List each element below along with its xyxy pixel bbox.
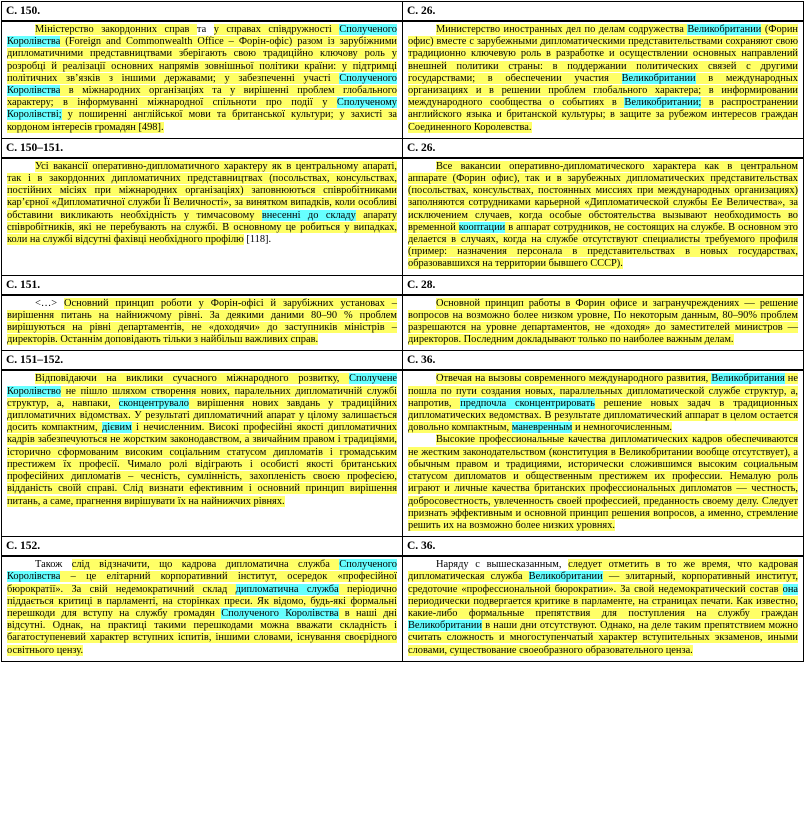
changed-term: Великобритании xyxy=(621,72,696,84)
passage-paragraph xyxy=(7,373,397,507)
right-ref-cell xyxy=(403,537,804,557)
matched-text: — элитарный, корпоративный институт, средоточие «профессиональной бюрократии». За свой недемократический состав xyxy=(408,571,798,595)
right-text-cell xyxy=(403,295,804,351)
passage-paragraph xyxy=(408,161,798,271)
changed-term: Великобритании xyxy=(528,571,603,583)
plain-text: Наряду с вышесказанным, xyxy=(436,559,569,571)
right-text-cell xyxy=(403,22,804,139)
right-text-cell xyxy=(403,158,804,275)
page-reference: С. 150–151. xyxy=(2,139,402,158)
page-reference: С. 26. xyxy=(403,139,803,158)
changed-term: предпочла сконцентрировать xyxy=(460,397,595,409)
changed-term: кооптации xyxy=(458,221,506,233)
ukrainian-passage xyxy=(2,296,402,351)
matched-text: Высокие профессиональные качества дипломатических кадров обеспечиваются не жестким законодательством (конституция в Великобритании вообще отсутствует), а обычным правом и традициями, исторически сложившимся высоким социальным статусом дипломатов и общественным престижем их профессии. Немалую роль играют и личные качества британских профессиональных дипломатов — честность, добросовестность, увлеченность своей профессией, преданность своему делу. Следует признать эффективным и основной принцип решения вопросов, а именно, стремление решить их на возможно более низких уровнях. xyxy=(408,434,798,531)
left-text-cell xyxy=(2,371,403,537)
plain-text: <…> xyxy=(35,297,65,309)
changed-term: Великобритании xyxy=(408,620,483,632)
table-row xyxy=(2,275,804,295)
matched-text: периодически подвергается критике в парламенте, на страницах печати. Как известно, какие-либо формальные препятствия для поступления на службу граждан xyxy=(408,595,798,619)
left-ref-cell xyxy=(2,2,403,22)
left-ref-cell xyxy=(2,351,403,371)
plain-text: Також xyxy=(35,559,72,571)
russian-passage xyxy=(403,22,803,138)
passage-paragraph xyxy=(7,298,397,347)
matched-text: у справах співдружності xyxy=(213,24,340,35)
matched-text: в распространении английского языка и британской культуры; в защите за рубежом интересов граждан Соединенного Королевства. xyxy=(408,97,799,133)
changed-term: Сполученого Королівства xyxy=(221,607,339,619)
left-ref-cell xyxy=(2,275,403,295)
page-reference: С. 36. xyxy=(403,537,803,556)
left-text-cell xyxy=(2,295,403,351)
matched-text: решение новых задач в традиционных дипломатических ведомствах. В результате дипломатический аппарат в целом остается довольно компактным, xyxy=(408,397,799,434)
left-ref-cell xyxy=(2,537,403,557)
right-ref-cell xyxy=(403,275,804,295)
matched-text: Відповідаючи на виклики сучасного міжнародного розвитку, xyxy=(35,373,350,385)
right-text-cell xyxy=(403,557,804,662)
matched-text: слід відзначити, що кадрова дипломатична служба xyxy=(71,559,340,571)
passage-paragraph xyxy=(7,161,397,246)
changed-term: Сполучене Королівство xyxy=(7,373,397,397)
matched-text: в наши дни отсутствуют. Однако, на деле таким препятствием можно считать сложность и многоступенчатый характер вступительных экзаменов, иными словами, существование своеобразного образовательного ценза. xyxy=(408,620,798,656)
matched-text: вирішення нових завдань у традиційних дипломатичних відомствах. У результаті дипломатичний апарат у цілому залишається досить компактним, xyxy=(7,397,398,434)
left-text-cell xyxy=(2,158,403,275)
matched-text: Отвечая на вызовы современного международного развития, xyxy=(436,373,712,385)
ukrainian-passage xyxy=(2,22,402,138)
changed-term: Сполученого Королівства xyxy=(7,24,397,48)
matched-text: – це елітарний корпоративний інститут, осередок «професійної бюрократії». За свій недемократичний склад xyxy=(7,571,397,595)
matched-text: у поширенні англійської мови та британської культури; у захисті за кордоном інтересів громадян [498]. xyxy=(7,109,397,133)
comparison-table-body xyxy=(2,2,804,662)
table-row xyxy=(2,295,804,351)
passage-paragraph xyxy=(7,24,397,134)
passage-paragraph xyxy=(408,298,798,347)
matched-text: в международных организациях и в решении проблем глобального характера; в информировании международного сообщества о событиях в xyxy=(408,72,798,109)
plain-text: [118]. xyxy=(243,234,272,246)
matched-text: следует отметить в то же время, что кадровая дипломатическая служба xyxy=(408,559,798,583)
page-reference: С. 26. xyxy=(403,2,803,21)
passage-paragraph xyxy=(408,434,798,532)
matched-text: (Форин офис) вместе с зарубежными дипломатическими представительствами сохраняют свою традиционно ключевую роль в разработке и осуществлении основных направлений внешней политики страны: в поддержании политических связей с другими государствами; в обеспечении участия xyxy=(408,24,798,84)
changed-term: маневренным xyxy=(511,422,573,434)
right-ref-cell xyxy=(403,2,804,22)
russian-passage xyxy=(403,296,803,351)
matched-text: періодично піддається критиці в парламенті, на сторінках преси. Як відомо, будь-які формальні перешкоди для вступу на службу громадян xyxy=(7,583,397,619)
page-reference: С. 28. xyxy=(403,276,803,295)
changed-term: Сполученому Королівстві; xyxy=(7,97,397,121)
passage-paragraph xyxy=(7,559,397,657)
page-reference: С. 151–152. xyxy=(2,351,402,370)
matched-text: апарату співробітників, які не перебувають на службі. В основному це робиться у випадках, коли на службі відсутні фахівці необхідного профілю xyxy=(7,209,397,246)
matched-text: Основной принцип работы в Форин офисе и загранучреждениях — решение вопросов на возможно более низком уровне, По некоторым данным, 80–90% проблем разрешаются на уровне департаментов, не «доходя» до заместителей министров — директоров. Последним докладывают только по наиболее важным делам. xyxy=(408,297,798,346)
matched-text: не пошла по пути создания новых, параллельных дипломатической службе структур, а, напротив, xyxy=(408,373,798,409)
matched-text: не пішло шляхом створення нових, паралельних дипломатичній службі структур, а, навпаки, xyxy=(7,385,397,409)
matched-text: в наші дні відсутні. Однак, на практиці такими перешкодами можна вважати складність і багатоступеневий характер вступних іспитів, іншими словами, існування своєрідного освітнього цензу. xyxy=(7,607,397,656)
changed-term: внесенні до складу xyxy=(261,209,356,221)
changed-term: Сполученого Королівства xyxy=(7,72,397,97)
changed-term: Великобритания xyxy=(711,373,785,385)
ukrainian-passage xyxy=(2,159,402,250)
plain-text: та xyxy=(196,24,214,35)
russian-passage xyxy=(403,159,803,275)
changed-term: Великобритании; xyxy=(624,97,702,109)
table-row xyxy=(2,557,804,662)
ukrainian-passage xyxy=(2,371,402,511)
table-row xyxy=(2,351,804,371)
page-reference: С. 151. xyxy=(2,276,402,295)
matched-text: в аппарат сотрудников, не состоящих на службе. В основном это делается в случаях, когда на службе отсутствуют специалисты требуемого профиля (пример: назначения персонала в представительствах в новых государствах, образовавшихся на территории бывшего СССР). xyxy=(408,221,798,270)
page-reference: С. 152. xyxy=(2,537,402,556)
russian-passage xyxy=(403,371,803,536)
table-row xyxy=(2,2,804,22)
table-row xyxy=(2,158,804,275)
table-row xyxy=(2,371,804,537)
matched-text: (Foreign and Commonwealth Office – Форін-офіс) разом із зарубіжними дипломатичними представництвами зберігають свою традиційно ключову роль у розробці й реалізації основних напрямів зовнішньої політики країни: у підтримці політичних зв’язків з іншими державами; у забезпеченні участі xyxy=(7,36,397,84)
left-text-cell xyxy=(2,22,403,139)
matched-text: так и в зарубежных дипломатических представительствах (посольствах, консульствах, постоянных миссиях при международных организациях) заполняются сотрудниками карьерной «Дипломатической службы Ее Величества», за исключением случаев, когда особые обстоятельства вызывают необходимость во временной xyxy=(408,173,799,233)
right-ref-cell xyxy=(403,351,804,371)
matched-text: Министерство иностранных дел по делам содружества xyxy=(436,24,688,35)
page-reference: С. 36. xyxy=(403,351,803,370)
ukrainian-passage xyxy=(2,557,402,661)
right-text-cell xyxy=(403,371,804,537)
matched-text: Усі вакансії оперативно-дипломатичного характеру як в центральному апараті, так і в закордонних дипломатичних представництвах (посольствах, консульствах, постійних місіях при міжнародних організаціях) заповнюються співробітниками кар’єрної «Дипломатичної служби Її Величності», за винятком випадків, коли особливі обставини викликають необхідність у тимчасовому xyxy=(7,160,397,221)
passage-paragraph xyxy=(408,24,798,134)
table-row xyxy=(2,138,804,158)
changed-term: сконцентрувало xyxy=(118,397,189,409)
changed-term: дієвим xyxy=(101,422,132,434)
changed-term: Сполученого Королівства xyxy=(7,559,397,583)
matched-text: і нечисленним. Високі професійні якості дипломатичних кадрів забезпечуються не жорстким законодавством, а звичайним правом і традиціями, історично сформованим високим соціальним статусом дипломатів і громадським престижем їх професії. Чимало ролі відіграють і особисті якості британських професійних дипломатів – чесність, сумлінність, захопленість своєю професією, відданість своїй справі. Слід визнати ефективним і основний принцип вирішення питань, а саме, прагнення вирішувати їх на найнижчих рівнях. xyxy=(7,422,397,507)
matched-text: Міністерство закордонних справ xyxy=(35,24,197,35)
right-ref-cell xyxy=(403,138,804,158)
matched-text: и немногочисленным. xyxy=(572,422,673,434)
changed-term: Великобритании xyxy=(687,24,762,35)
table-row xyxy=(2,22,804,139)
table-row xyxy=(2,537,804,557)
russian-passage xyxy=(403,557,803,661)
passage-paragraph xyxy=(408,373,798,434)
matched-text: Основний принцип роботи у Форін-офісі й зарубіжних установах – вирішення питань на найнижчому рівні. За деякими даними 80–90 % проблем вирішуються на рівні департаментів, не «доходячи» до заступників міністрів – директорів. Останнім доповідають тільки з найбільш важливих справ. xyxy=(7,297,397,346)
page-reference: С. 150. xyxy=(2,2,402,21)
left-text-cell xyxy=(2,557,403,662)
left-ref-cell xyxy=(2,138,403,158)
matched-text: в міжнародних організаціях та у вирішенні проблем глобального характеру; в інформуванні міжнародної спільноти про події у xyxy=(7,85,397,109)
changed-term: она xyxy=(782,583,798,595)
passage-paragraph xyxy=(408,559,798,657)
matched-text: Все вакансии оперативно-дипломатического характера как в центральном аппарате (Форин офис), xyxy=(408,160,798,185)
comparison-table xyxy=(1,1,804,662)
changed-term: дипломатична служба xyxy=(235,583,339,595)
